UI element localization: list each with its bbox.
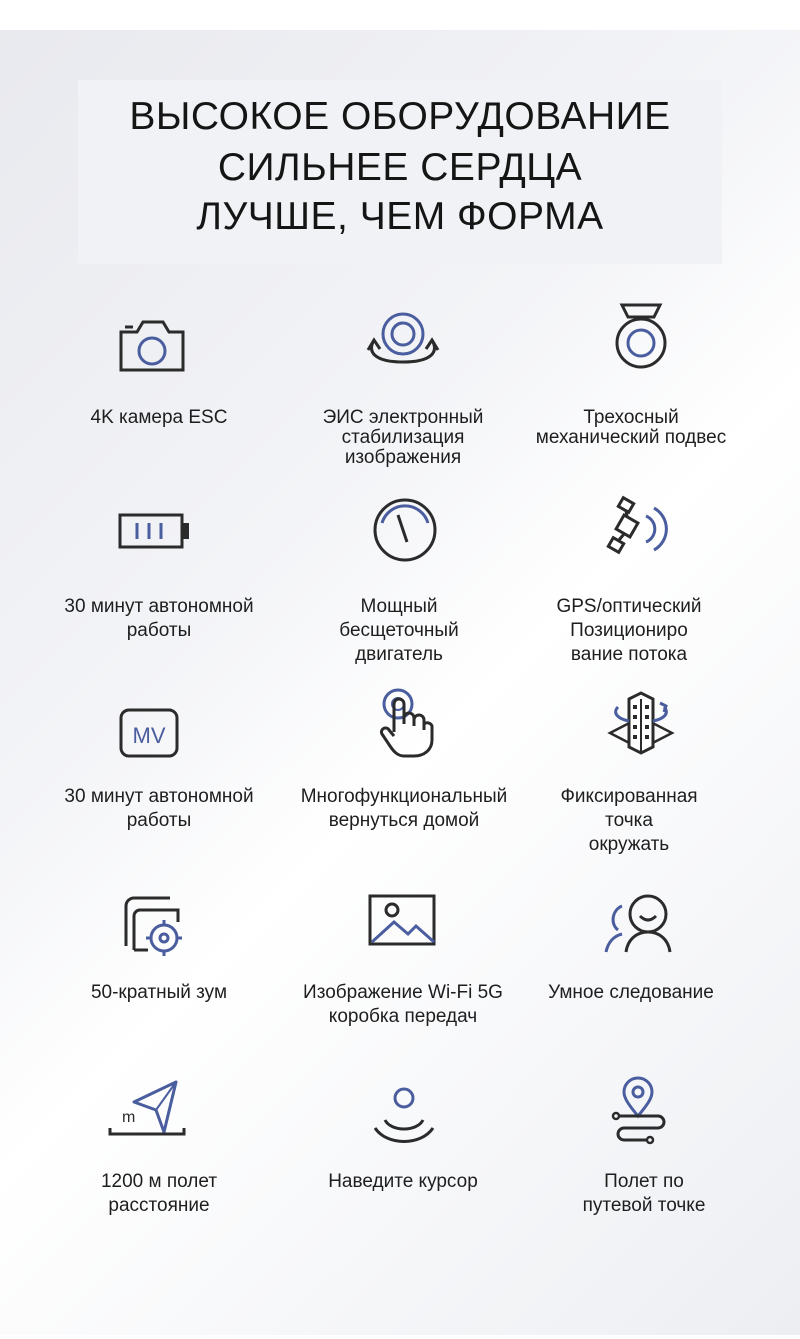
feature-label-1: 4K камера ESC — [90, 407, 228, 428]
feature-label-5: Мощный бесщеточный двигатель — [339, 596, 459, 665]
distance-icon — [104, 1072, 194, 1162]
feature-label-12: Умное следование — [548, 982, 714, 1003]
top-strip — [0, 0, 800, 30]
feature-label-14: Наведите курсор — [328, 1171, 478, 1192]
motor-icon — [360, 485, 450, 575]
waypoint-icon — [596, 1068, 686, 1158]
headline-line-3: ЛУЧШЕ, ЧЕМ ФОРМА — [196, 195, 604, 238]
satellite-icon — [596, 486, 686, 576]
feature-label-13: 1200 м полет расстояние — [100, 1171, 218, 1216]
zoom-target-icon — [108, 880, 198, 970]
smart-follow-icon — [596, 880, 686, 970]
camera-icon — [107, 300, 197, 390]
feature-label-15: Полет по путевой точке — [582, 1171, 706, 1216]
feature-label-9: Фиксированная точка окружать — [560, 786, 698, 855]
headline-line-2: СИЛЬНЕЕ СЕРДЦА — [217, 146, 583, 189]
feature-label-4: 30 минут автономной работы — [64, 596, 254, 641]
eis-stabilization-icon — [358, 296, 448, 386]
feature-label-2: ЭИС электронный стабилизация изображения — [322, 407, 484, 468]
feature-label-11: Изображение Wi-Fi 5G коробка передач — [303, 982, 503, 1027]
hover-icon — [359, 1070, 449, 1160]
distance-unit-text: m — [122, 1109, 136, 1126]
feature-label-10: 50-кратный зум — [90, 982, 228, 1003]
headline-line-1: ВЫСОКОЕ ОБОРУДОВАНИЕ — [129, 95, 671, 138]
gimbal-icon — [596, 297, 686, 387]
touch-hand-icon — [360, 680, 450, 770]
image-icon — [358, 878, 448, 968]
bottom-strip — [0, 1335, 800, 1339]
feature-label-7: 30 минут автономной работы — [64, 786, 254, 831]
feature-label-8: Многофункциональный вернуться домой — [300, 786, 508, 831]
feature-label-6: GPS/оптический Позициониро вание потока — [556, 596, 702, 665]
mv-badge-text: MV — [132, 723, 166, 748]
orbit-building-icon — [596, 685, 686, 775]
feature-label-3: Трехосный механический подвес — [535, 407, 727, 448]
battery-icon — [110, 486, 200, 576]
mv-icon — [107, 690, 197, 780]
